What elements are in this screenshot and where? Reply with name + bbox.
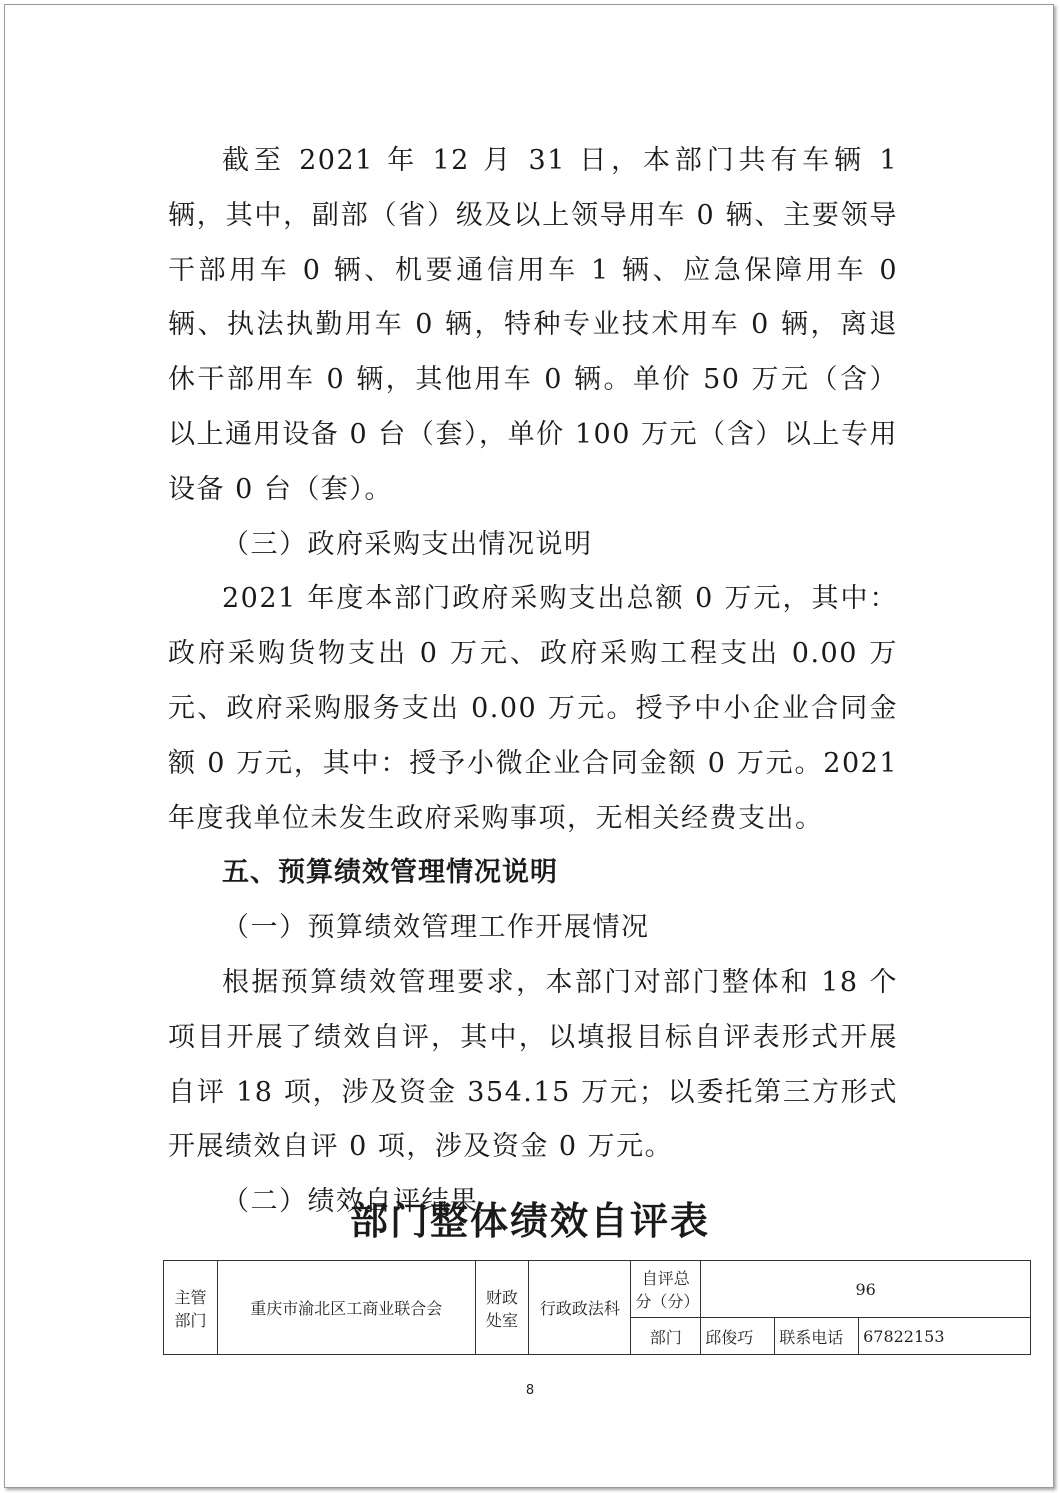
- table-title: 部门整体绩效自评表: [349, 1199, 710, 1243]
- document-body: [168, 134, 898, 1230]
- label-department: 部门: [631, 1318, 701, 1355]
- label-phone: 联系电话: [775, 1318, 859, 1355]
- label-self-eval-score: 自评总分（分）: [631, 1261, 701, 1318]
- paragraph-performance: 根据预算绩效管理要求，本部门对部门整体和 18 个项目开展了绩效自评，其中，以填报目标自评表形式开展自评 18 项，涉及资金 354.15 万元；以委托第三方形式开展绩效自评 0 项，涉及资金 0 万元。: [168, 966, 898, 1163]
- paragraph-procurement: 2021 年度本部门政府采购支出总额 0 万元，其中：政府采购货物支出 0 万元、政府采购工程支出 0.00 万元、政府采购服务支出 0.00 万元。授予中小企业合同金额 0 万元，其中：授予小微企业合同金额 0 万元。2021 年度我单位未发生政府采购事项，无相关经费支出。: [168, 583, 898, 834]
- supervising-dept-value: 重庆市渝北区工商业联合会: [217, 1261, 475, 1355]
- label-supervising-dept: 主管部门: [164, 1261, 218, 1355]
- heading-gov-procurement: （三）政府采购支出情况说明: [222, 528, 593, 560]
- page-number: 8: [525, 1383, 535, 1398]
- finance-office-value: 行政政法科: [529, 1261, 631, 1355]
- heading-section-five: 五、预算绩效管理情况说明: [222, 857, 558, 889]
- self-evaluation-table: [163, 1260, 1031, 1355]
- self-eval-score-value: 96: [701, 1261, 1031, 1318]
- heading-self-eval-results: （二）绩效自评结果: [222, 1186, 479, 1218]
- phone-value: 67822153: [859, 1318, 1031, 1355]
- contact-name: 邱俊巧: [701, 1318, 775, 1355]
- label-finance-office: 财政处室: [475, 1261, 529, 1355]
- paragraph-vehicles: 截至 2021 年 12 月 31 日，本部门共有车辆 1 辆，其中，副部（省）级及以上领导用车 0 辆、主要领导干部用车 0 辆、机要通信用车 1 辆、应急保障用车 0 辆、执法执勤用车 0 辆，特种专业技术用车 0 辆，离退休干部用车 0 辆，其他用车 0 辆。单价 50 万元（含）以上通用设备 0 台（套），单价 100 万元（含）以上专用设备 0 台（套）。: [168, 145, 898, 505]
- heading-performance-work: （一）预算绩效管理工作开展情况: [222, 912, 650, 944]
